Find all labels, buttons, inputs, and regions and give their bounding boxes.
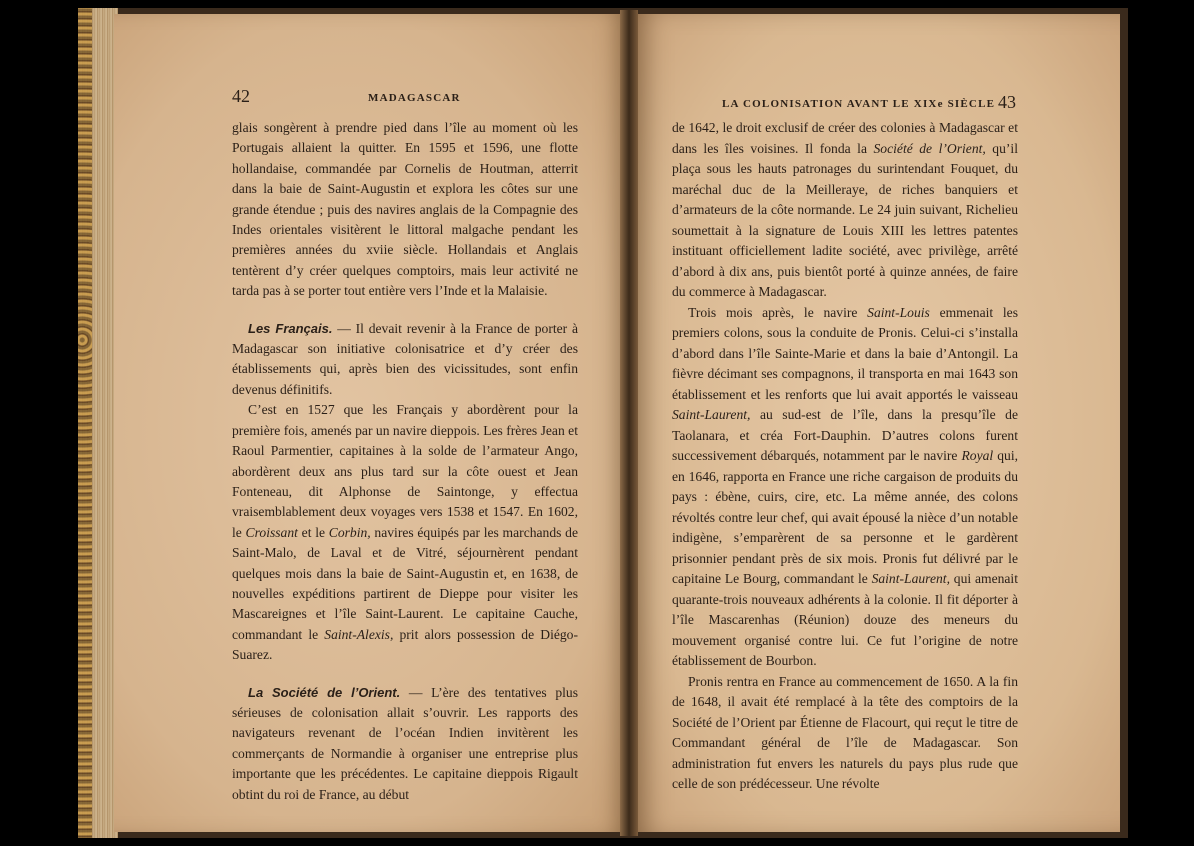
ship-name: Corbin, — [328, 524, 371, 540]
company-name: Société de l’Orient, — [873, 140, 986, 156]
paragraph: de 1642, le droit exclusif de créer des colonies à Madagascar et dans les îles voisines. Il fonda la Société de l’Orient, qu’il plaça sous les hauts patronages du surintendant Fouquet, du maréchal duc de la Meilleraye, de riches banquiers et d’armateurs de la côte normande. Le 24 juin suivant, Richelieu soumettait à la signature de Louis XIII les lettres patentes instituant officiellement ladite société, avec privilège, arrêté d’abord à dix ans, puis bientôt porté à quinze années, de faire du commerce à Madagascar. — [672, 120, 1018, 299]
paragraph: La Société de l’Orient. — L’ère des tentatives plus sérieuses de colonisation allait s’ouvrir. Les rapports des navigateurs revenant de l’océan Indien invitèrent les commerçants de Normandie à organiser une entreprise plus importante que les précédentes. Le capitaine dieppois Rigault obtint du roi de France, au début — [232, 684, 578, 802]
left-page-number: 42 — [232, 86, 250, 106]
section-title: Les Français. — [248, 320, 333, 336]
paragraph: Trois mois après, le navire Saint-Louis emmenait les premiers colons, sous la conduite de Pronis. Celui-ci s’installa d’abord dans l’île Sainte-Marie et dans la baie d’Antongil. La fièvre décimant ses compagnons, il transporta en mai 1643 son établissement et les renforts que lui avait apportés le vaisseau Saint-Laurent, au sud-est de l’île, dans la presqu’île de Taolanara, et créa Fort-Dauphin. D’autres colons furent successivement débarqués, notamment par le navire Royal qui, en 1646, rapporta en France une riche cargaison de produits du pays : ébène, cuirs, cire, etc. La même année, des colons révoltés contre leur chef, qui avait épousé la nièce d’un notable indigène, s’emparèrent de sa personne et le gardèrent prisonnier pendant près de six mois. Pronis fut délivré par le capitaine Le Bourg, commandant le Saint-Laurent, qui amenait quarante-trois nouveaux adhérents à la colonie. Il fit déporter à l’île Mascarenhas (Réunion) douze des meneurs du mouvement organisé contre lui. Ce fut l’origine de notre établissement de Bourbon. — [672, 304, 1018, 668]
gutter — [620, 10, 638, 836]
paragraph: C’est en 1527 que les Français y abordèrent pour la première fois, amenés par un navire dieppois. Les frères Jean et Raoul Parmentier, capitaines à la solde de l’armateur Ango, abordèrent deux ans plus tard sur la côte ouest et Jean Fonteneau, dit Alphonse de Saintonge, y effectua vraisemblablement deux voyages vers 1538 et 1547. En 1602, le Croissant et le Corbin, navires équipés par les marchands de Saint-Malo, de Laval et de Vitré, séjournèrent pendant quelques mois dans la baie de Saint-Augustin et, en 1638, de nouvelles expéditions partirent de Dieppe pour visiter les Mascareignes et l’île Saint-Laurent. Le capitaine Cauche, commandant le Saint-Alexis, prit alors possession de Diégo-Suarez. — [232, 402, 578, 663]
ship-name: Saint-Laurent, — [871, 571, 950, 586]
right-body — [672, 118, 1018, 795]
ship-name: Saint-Alexis, — [324, 626, 394, 642]
paragraph: Les Français. — Il devait revenir à la France de porter à Madagascar son initiative colonisatrice et d’y créer des établissements qui, après bien des vicissitudes, sont enfin devenus définitifs. — [232, 320, 578, 397]
right-page-number: 43 — [998, 92, 1016, 112]
left-body — [232, 118, 578, 805]
ship-name: Saint-Louis — [867, 304, 930, 320]
left-header — [232, 86, 578, 107]
ship-name: Royal — [961, 448, 994, 463]
paragraph: glais songèrent à prendre pied dans l’île au moment où les Portugais allaient la quitter. En 1595 et 1596, une flotte hollandaise, commandée par Cornelis de Houtman, atterrit dans la baie de Saint-Augustin et explora les côtes sur une grande étendue ; puis des navires anglais de la Compagnie des Indes orientales visitèrent le littoral malgache pendant les premières années du xviie siècle. Hollandais et Anglais tentèrent d’y créer quelques comptoirs, mais leur activité ne tarda pas à se porter tout entière vers l’Inde et la Malaisie. — [232, 120, 578, 299]
ship-name: Saint-Laurent, — [672, 407, 751, 422]
left-running-head: MADAGASCAR — [368, 92, 461, 104]
right-running-head: LA COLONISATION AVANT LE XIXe SIÈCLE — [722, 98, 996, 110]
marbled-edge — [78, 8, 92, 838]
ship-name: Croissant — [245, 524, 298, 540]
paragraph: Pronis rentra en France au commencement de 1650. A la fin de 1648, il avait été remplacé à la tête des comptoirs de la Société de l’Orient par Étienne de Flacourt, qui reçut le titre de Commandant général de l’île de Madagascar. Son administration fut envers les naturels du pays plus rude que celle de son prédécesseur. Une révolte — [672, 673, 1018, 791]
section-title: La Société de l’Orient. — [248, 684, 401, 700]
